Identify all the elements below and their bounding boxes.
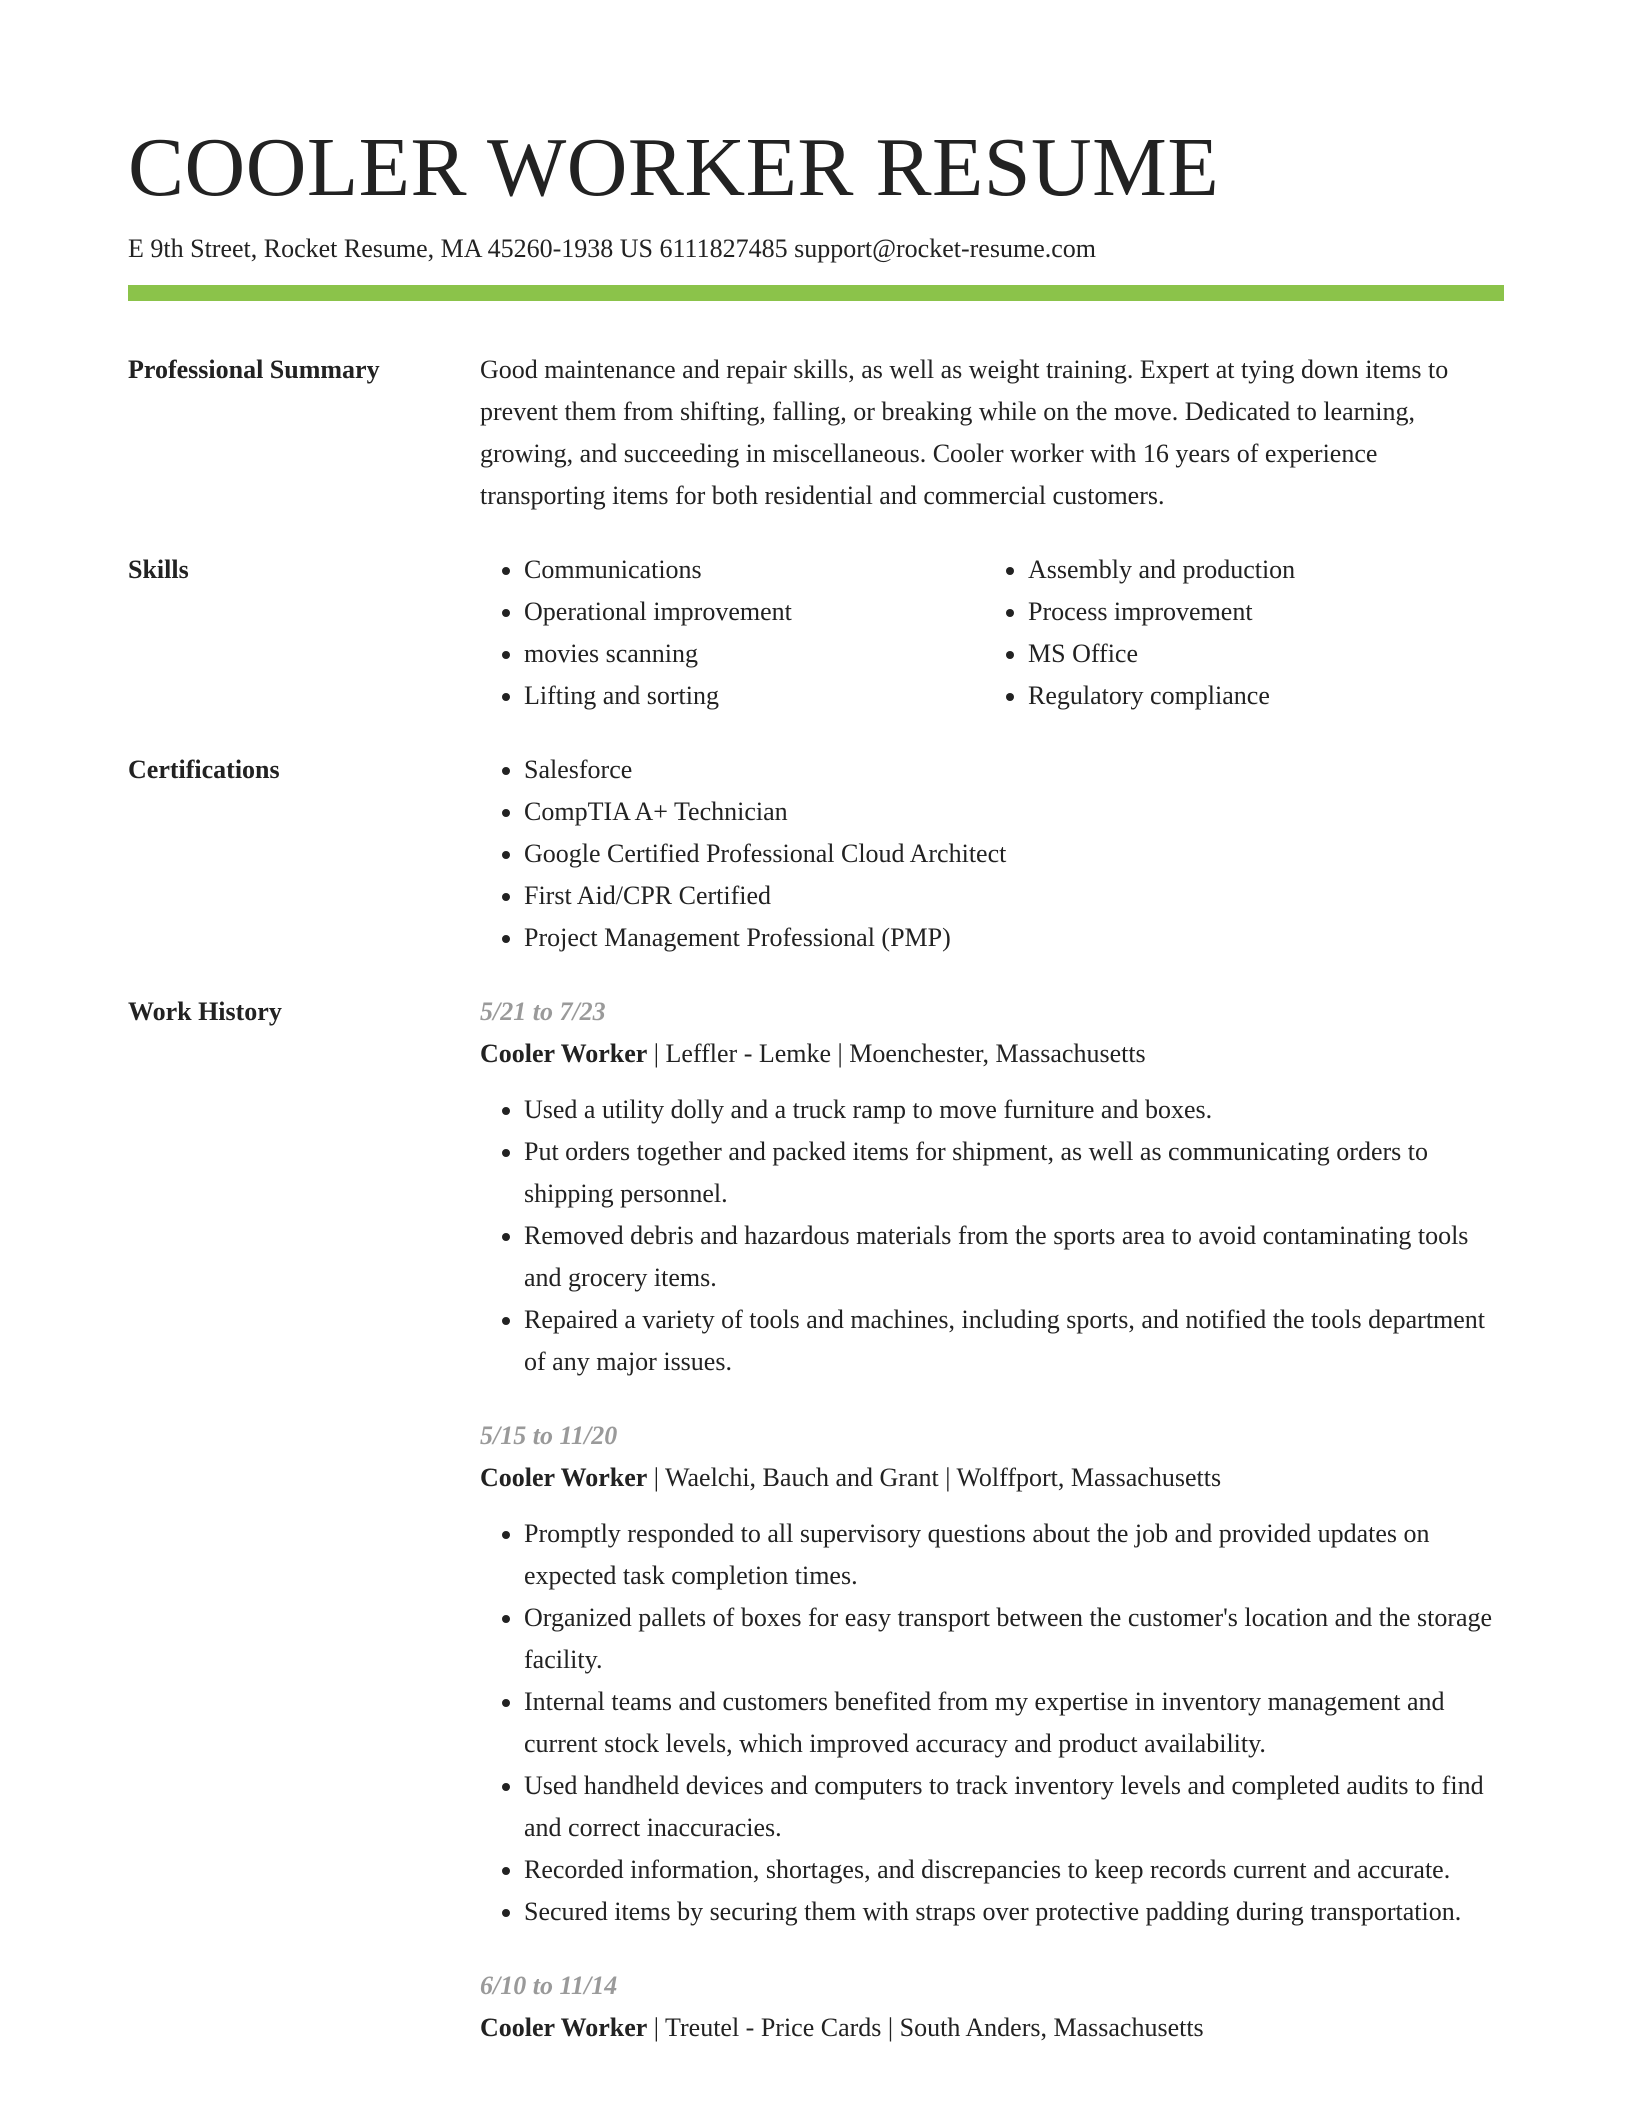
certification-item: • First Aid/CPR Certified	[524, 875, 1504, 917]
skill-item: • Operational improvement	[524, 591, 984, 633]
summary-body	[480, 349, 1504, 517]
certification-item: • Google Certified Professional Cloud Architect	[524, 833, 1504, 875]
job-bullet: • Put orders together and packed items for shipment, as well as communicating orders to shipping personnel.	[524, 1131, 1504, 1215]
skill-item: • Communications	[524, 549, 984, 591]
skill-item: • Process improvement	[1028, 591, 1488, 633]
skills-column-left	[480, 549, 984, 717]
skill-item: • movies scanning	[524, 633, 984, 675]
job-bullets	[480, 1513, 1504, 1933]
skills-column-right	[984, 549, 1488, 717]
skill-item: • Regulatory compliance	[1028, 675, 1488, 717]
job-bullet: • Organized pallets of boxes for easy transport between the customer's location and the storage facility.	[524, 1597, 1504, 1681]
contact-line: E 9th Street, Rocket Resume, MA 45260-1938 US 6111827485 support@rocket-resume.com	[128, 234, 1096, 263]
job-entry	[480, 1415, 1504, 1933]
job-bullet: • Secured items by securing them with straps over protective padding during transportation.	[524, 1891, 1504, 1933]
job-title: Cooler Worker	[480, 1463, 648, 1492]
skill-item: • MS Office	[1028, 633, 1488, 675]
job-title: Cooler Worker	[480, 1039, 648, 1068]
skills-list-left	[480, 549, 984, 717]
skills-label: Skills	[128, 555, 189, 584]
skills-body	[480, 549, 1504, 717]
job-employer-location: | Waelchi, Bauch and Grant | Wolffport, Massachusetts	[647, 1463, 1222, 1492]
job-bullet: • Internal teams and customers benefited from my expertise in inventory management and current stock levels, which improved accuracy and product availability.	[524, 1681, 1504, 1765]
job-employer-location: | Treutel - Price Cards | South Anders, Massachusetts	[647, 2013, 1204, 2042]
skills-list-right	[984, 549, 1488, 717]
job-dates: 5/21 to 7/23	[480, 997, 606, 1026]
job-dates: 5/15 to 11/20	[480, 1421, 618, 1450]
skill-item: • Assembly and production	[1028, 549, 1488, 591]
job-dates: 6/10 to 11/14	[480, 1971, 618, 2000]
certification-item: • Project Management Professional (PMP)	[524, 917, 1504, 959]
job-bullets	[480, 1089, 1504, 1383]
certifications-body	[480, 749, 1504, 959]
job-title: Cooler Worker	[480, 2013, 648, 2042]
job-heading	[480, 1457, 1504, 1499]
job-bullet: • Promptly responded to all supervisory questions about the job and provided updates on expected task completion times.	[524, 1513, 1504, 1597]
job-bullet: • Used handheld devices and computers to track inventory levels and completed audits to find and correct inaccuracies.	[524, 1765, 1504, 1849]
summary-label: Professional Summary	[128, 355, 380, 384]
job-bullet: • Repaired a variety of tools and machines, including sports, and notified the tools department of any major issues.	[524, 1299, 1504, 1383]
job-bullet: • Removed debris and hazardous materials from the sports area to avoid contaminating tools and grocery items.	[524, 1215, 1504, 1299]
work-history-body	[480, 991, 1504, 2081]
summary-text: Good maintenance and repair skills, as well as weight training. Expert at tying down items to prevent them from shifting, falling, or breaking while on the move. Dedicated to learning, growing, and succeeding in miscellaneous. Cooler worker with 16 years of experience transporting items for both residential and commercial customers.	[480, 355, 1449, 510]
skill-item: • Lifting and sorting	[524, 675, 984, 717]
certification-item: • Salesforce	[524, 749, 1504, 791]
job-heading	[480, 2007, 1504, 2049]
job-heading	[480, 1033, 1504, 1075]
certifications-label: Certifications	[128, 755, 280, 784]
job-entry	[480, 991, 1504, 1383]
work-history-label: Work History	[128, 997, 282, 1026]
certification-item: • CompTIA A+ Technician	[524, 791, 1504, 833]
job-bullet: • Recorded information, shortages, and discrepancies to keep records current and accurate.	[524, 1849, 1504, 1891]
resume-title: COOLER WORKER RESUME	[128, 121, 1220, 214]
job-bullet: • Used a utility dolly and a truck ramp to move furniture and boxes.	[524, 1089, 1504, 1131]
header-accent-rule	[128, 285, 1504, 301]
certifications-list	[480, 749, 1504, 959]
job-employer-location: | Leffler - Lemke | Moenchester, Massachusetts	[647, 1039, 1146, 1068]
job-entry	[480, 1965, 1504, 2049]
